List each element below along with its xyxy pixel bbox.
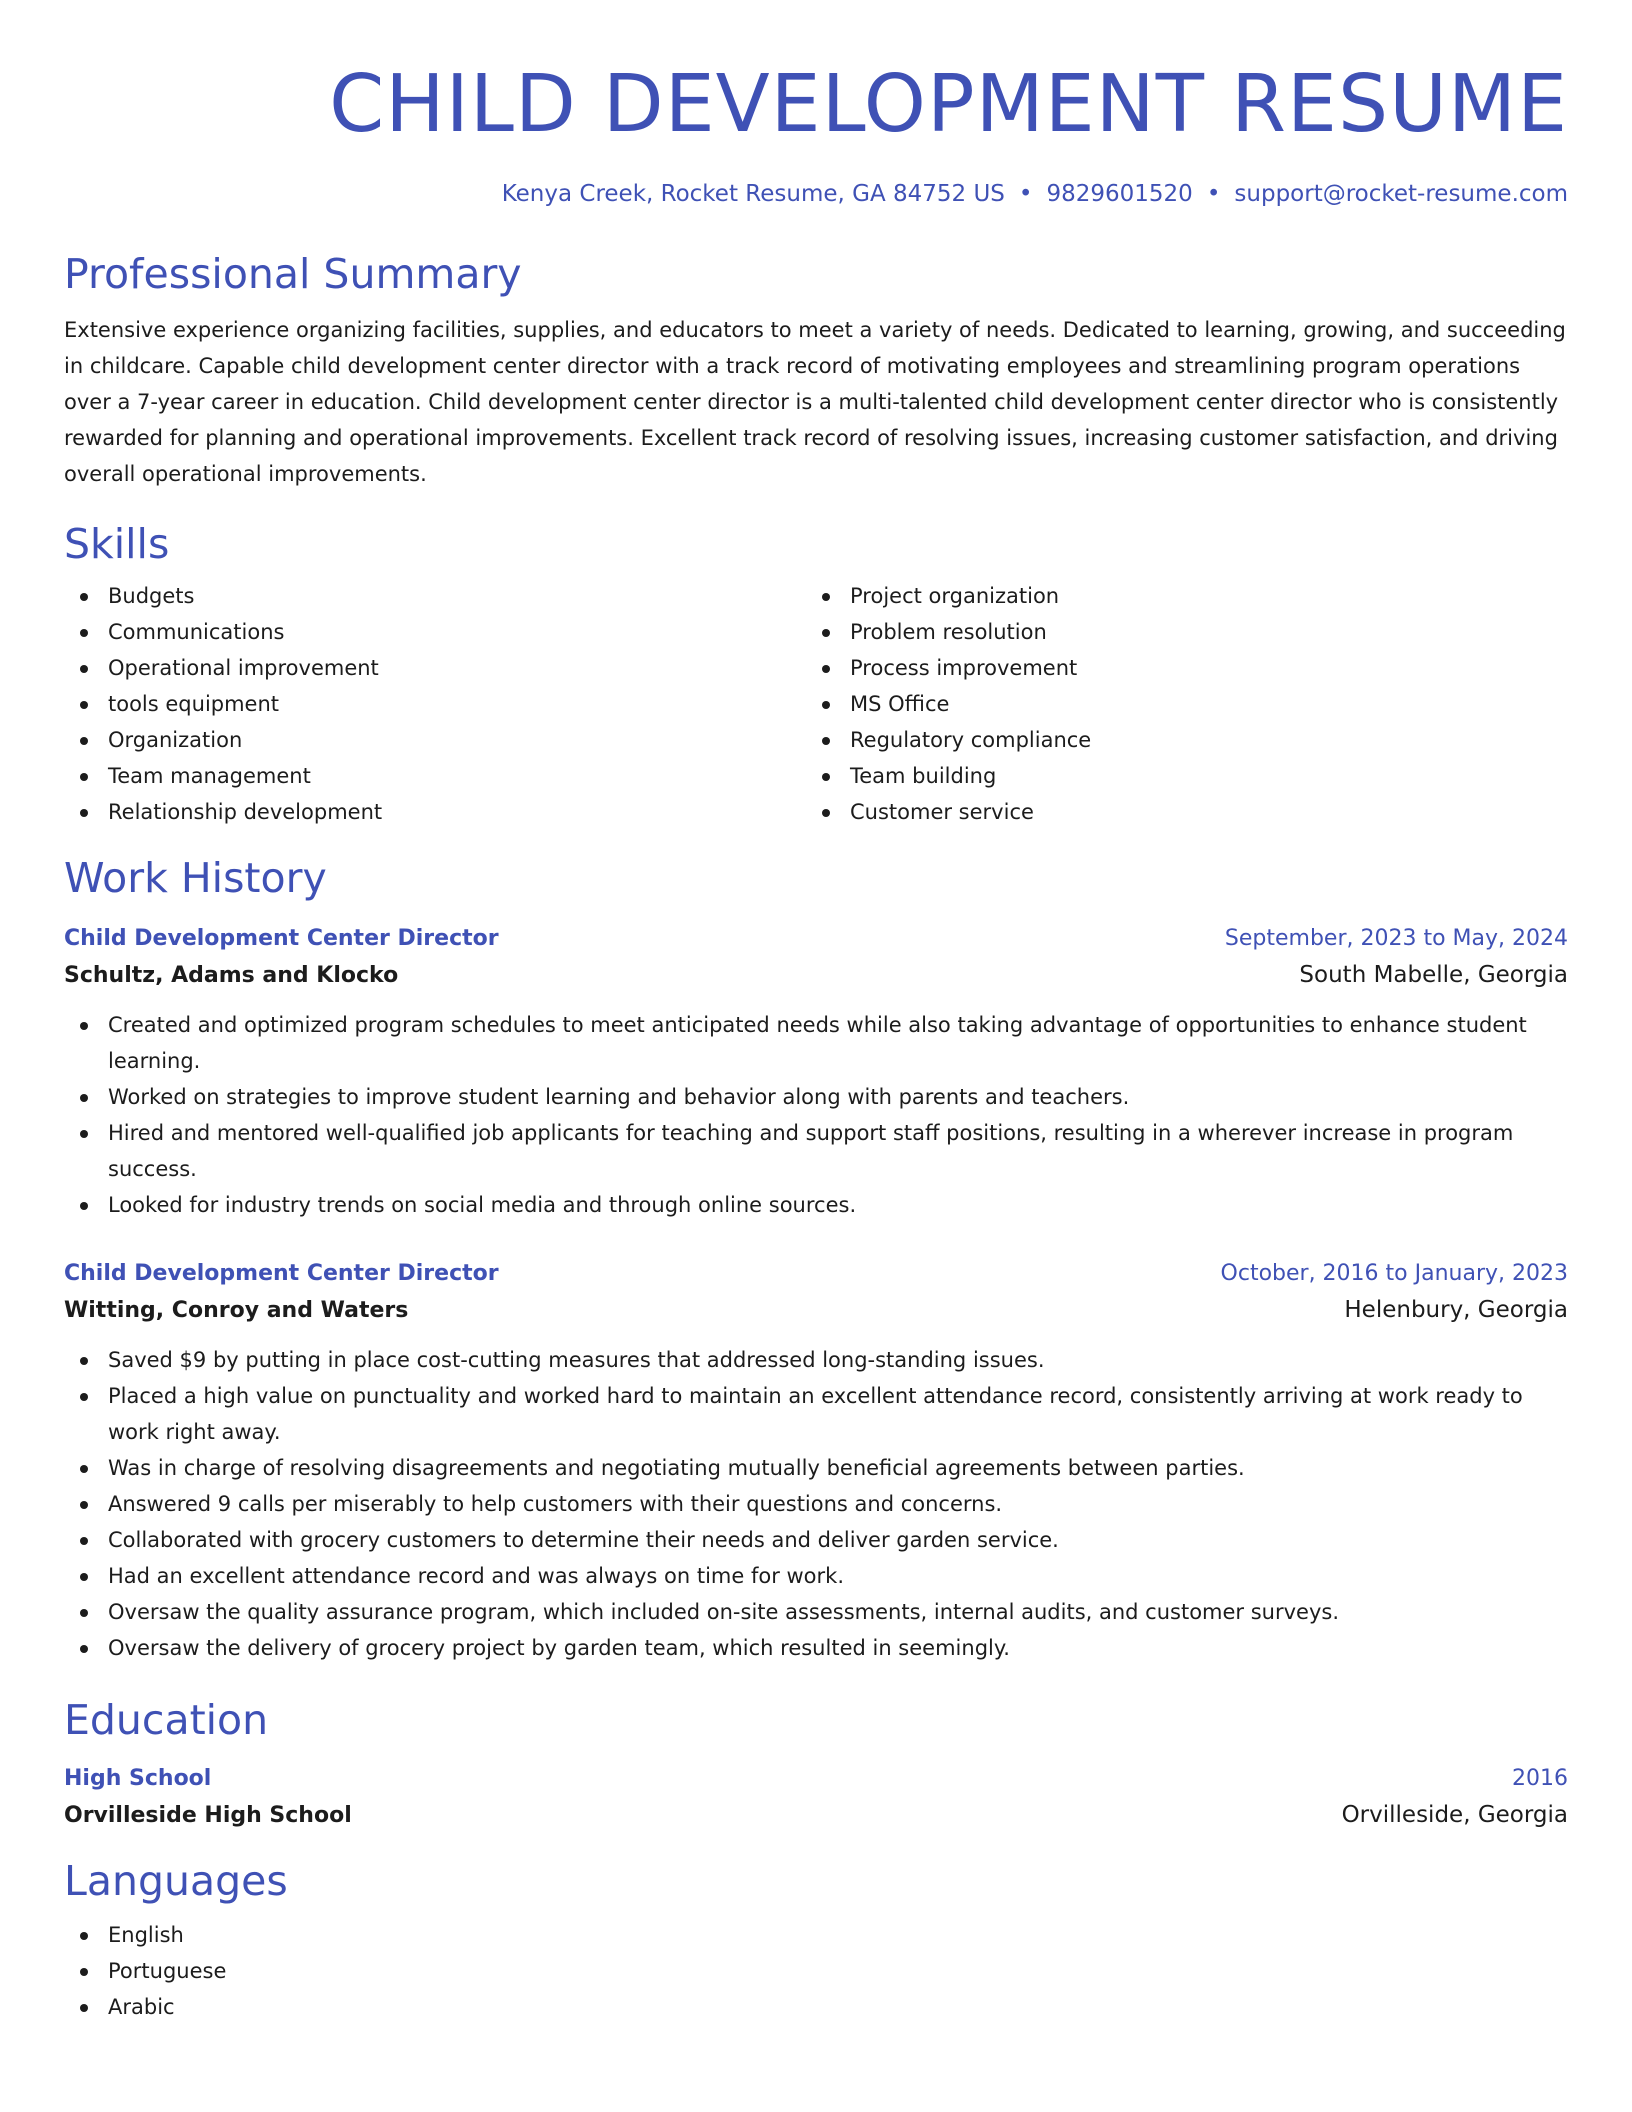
skill-item: Customer service	[806, 794, 1548, 830]
job-employer: Witting, Conroy and Waters	[64, 1298, 409, 1323]
job-title: Child Development Center Director	[64, 926, 499, 951]
contact-address: Kenya Creek, Rocket Resume, GA 84752 US	[501, 181, 1005, 207]
job-duties-list	[64, 1342, 1568, 1666]
skill-item: Regulatory compliance	[806, 722, 1548, 758]
job-dates: October, 2016 to January, 2023	[1220, 1261, 1568, 1286]
job-duty: Created and optimized program schedules to meet anticipated needs while also taking advantage of opportunities to enhance student learning.	[64, 1007, 1568, 1079]
languages-heading: Languages	[64, 1857, 288, 1905]
skill-item: tools equipment	[64, 686, 806, 722]
summary-text: Extensive experience organizing facilities, supplies, and educators to meet a variety of needs. Dedicated to learning, growing, and succeeding in childcare. Capable child development center director with a track record of motivating employees and streamlining program operations over a 7-year career in education. Child development center director is a multi-talented child development center director who is consistently rewarded for planning and operational improvements. Excellent track record of resolving issues, increasing customer satisfaction, and driving overall operational improvements.	[64, 318, 1566, 486]
skill-item: Project organization	[806, 578, 1548, 614]
skills-column-right	[806, 578, 1548, 830]
contact-separator: •	[1206, 181, 1221, 207]
language-item: Arabic	[64, 1989, 1568, 2025]
contact-line	[64, 178, 1568, 210]
skill-item: Process improvement	[806, 650, 1548, 686]
job-duty: Was in charge of resolving disagreements and negotiating mutually beneficial agreements between parties.	[64, 1450, 1568, 1486]
job-header-row	[64, 922, 1568, 956]
job-duty: Oversaw the delivery of grocery project by garden team, which resulted in seemingly.	[64, 1630, 1568, 1666]
education-header-row	[64, 1762, 1568, 1796]
job-duty: Looked for industry trends on social media and through online sources.	[64, 1187, 1568, 1223]
language-item: English	[64, 1917, 1568, 1953]
skill-item: Relationship development	[64, 794, 806, 830]
education-year: 2016	[1512, 1766, 1568, 1791]
job-header-row	[64, 1257, 1568, 1291]
skill-item: Team building	[806, 758, 1548, 794]
education-school-row	[64, 1796, 1568, 1835]
contact-separator: •	[1018, 181, 1033, 207]
skills-grid	[64, 578, 1568, 830]
job-entry	[64, 922, 1568, 1223]
skill-item: Communications	[64, 614, 806, 650]
languages-list	[64, 1917, 1568, 2025]
skills-column-left	[64, 578, 806, 830]
job-duty: Oversaw the quality assurance program, which included on-site assessments, internal audits, and customer surveys.	[64, 1594, 1568, 1630]
resume-title: CHILD DEVELOPMENT RESUME	[329, 58, 1568, 150]
job-duty: Placed a high value on punctuality and worked hard to maintain an excellent attendance record, consistently arriving at work ready to work right away.	[64, 1378, 1568, 1450]
contact-phone: 9829601520	[1046, 181, 1193, 207]
job-location: South Mabelle, Georgia	[1299, 962, 1568, 988]
education-location: Orvilleside, Georgia	[1341, 1802, 1568, 1828]
job-duty: Worked on strategies to improve student learning and behavior along with parents and teachers.	[64, 1079, 1568, 1115]
job-duty: Saved $9 by putting in place cost-cutting measures that addressed long-standing issues.	[64, 1342, 1568, 1378]
skill-item: Organization	[64, 722, 806, 758]
summary-heading: Professional Summary	[64, 250, 522, 298]
job-entry	[64, 1257, 1568, 1666]
language-item: Portuguese	[64, 1953, 1568, 1989]
work-history-heading: Work History	[64, 854, 327, 902]
contact-email: support@rocket-resume.com	[1234, 181, 1568, 207]
skill-item: Operational improvement	[64, 650, 806, 686]
skill-item: Team management	[64, 758, 806, 794]
job-duties-list	[64, 1007, 1568, 1223]
education-heading: Education	[64, 1696, 269, 1744]
job-duty: Had an excellent attendance record and was always on time for work.	[64, 1558, 1568, 1594]
skills-heading: Skills	[64, 520, 170, 568]
education-school: Orvilleside High School	[64, 1803, 352, 1828]
job-duty: Hired and mentored well-qualified job applicants for teaching and support staff positions, resulting in a wherever increase in program success.	[64, 1115, 1568, 1187]
skill-item: Budgets	[64, 578, 806, 614]
resume-page	[64, 0, 1568, 2025]
job-employer: Schultz, Adams and Klocko	[64, 963, 399, 988]
skill-item: MS Office	[806, 686, 1548, 722]
education-entry	[64, 1762, 1568, 1835]
job-employer-row	[64, 956, 1568, 995]
job-title: Child Development Center Director	[64, 1261, 499, 1286]
education-degree: High School	[64, 1766, 212, 1791]
job-duty: Collaborated with grocery customers to determine their needs and deliver garden service.	[64, 1522, 1568, 1558]
job-duty: Answered 9 calls per miserably to help customers with their questions and concerns.	[64, 1486, 1568, 1522]
job-dates: September, 2023 to May, 2024	[1224, 926, 1568, 951]
job-employer-row	[64, 1291, 1568, 1330]
job-location: Helenbury, Georgia	[1344, 1297, 1568, 1323]
skill-item: Problem resolution	[806, 614, 1548, 650]
